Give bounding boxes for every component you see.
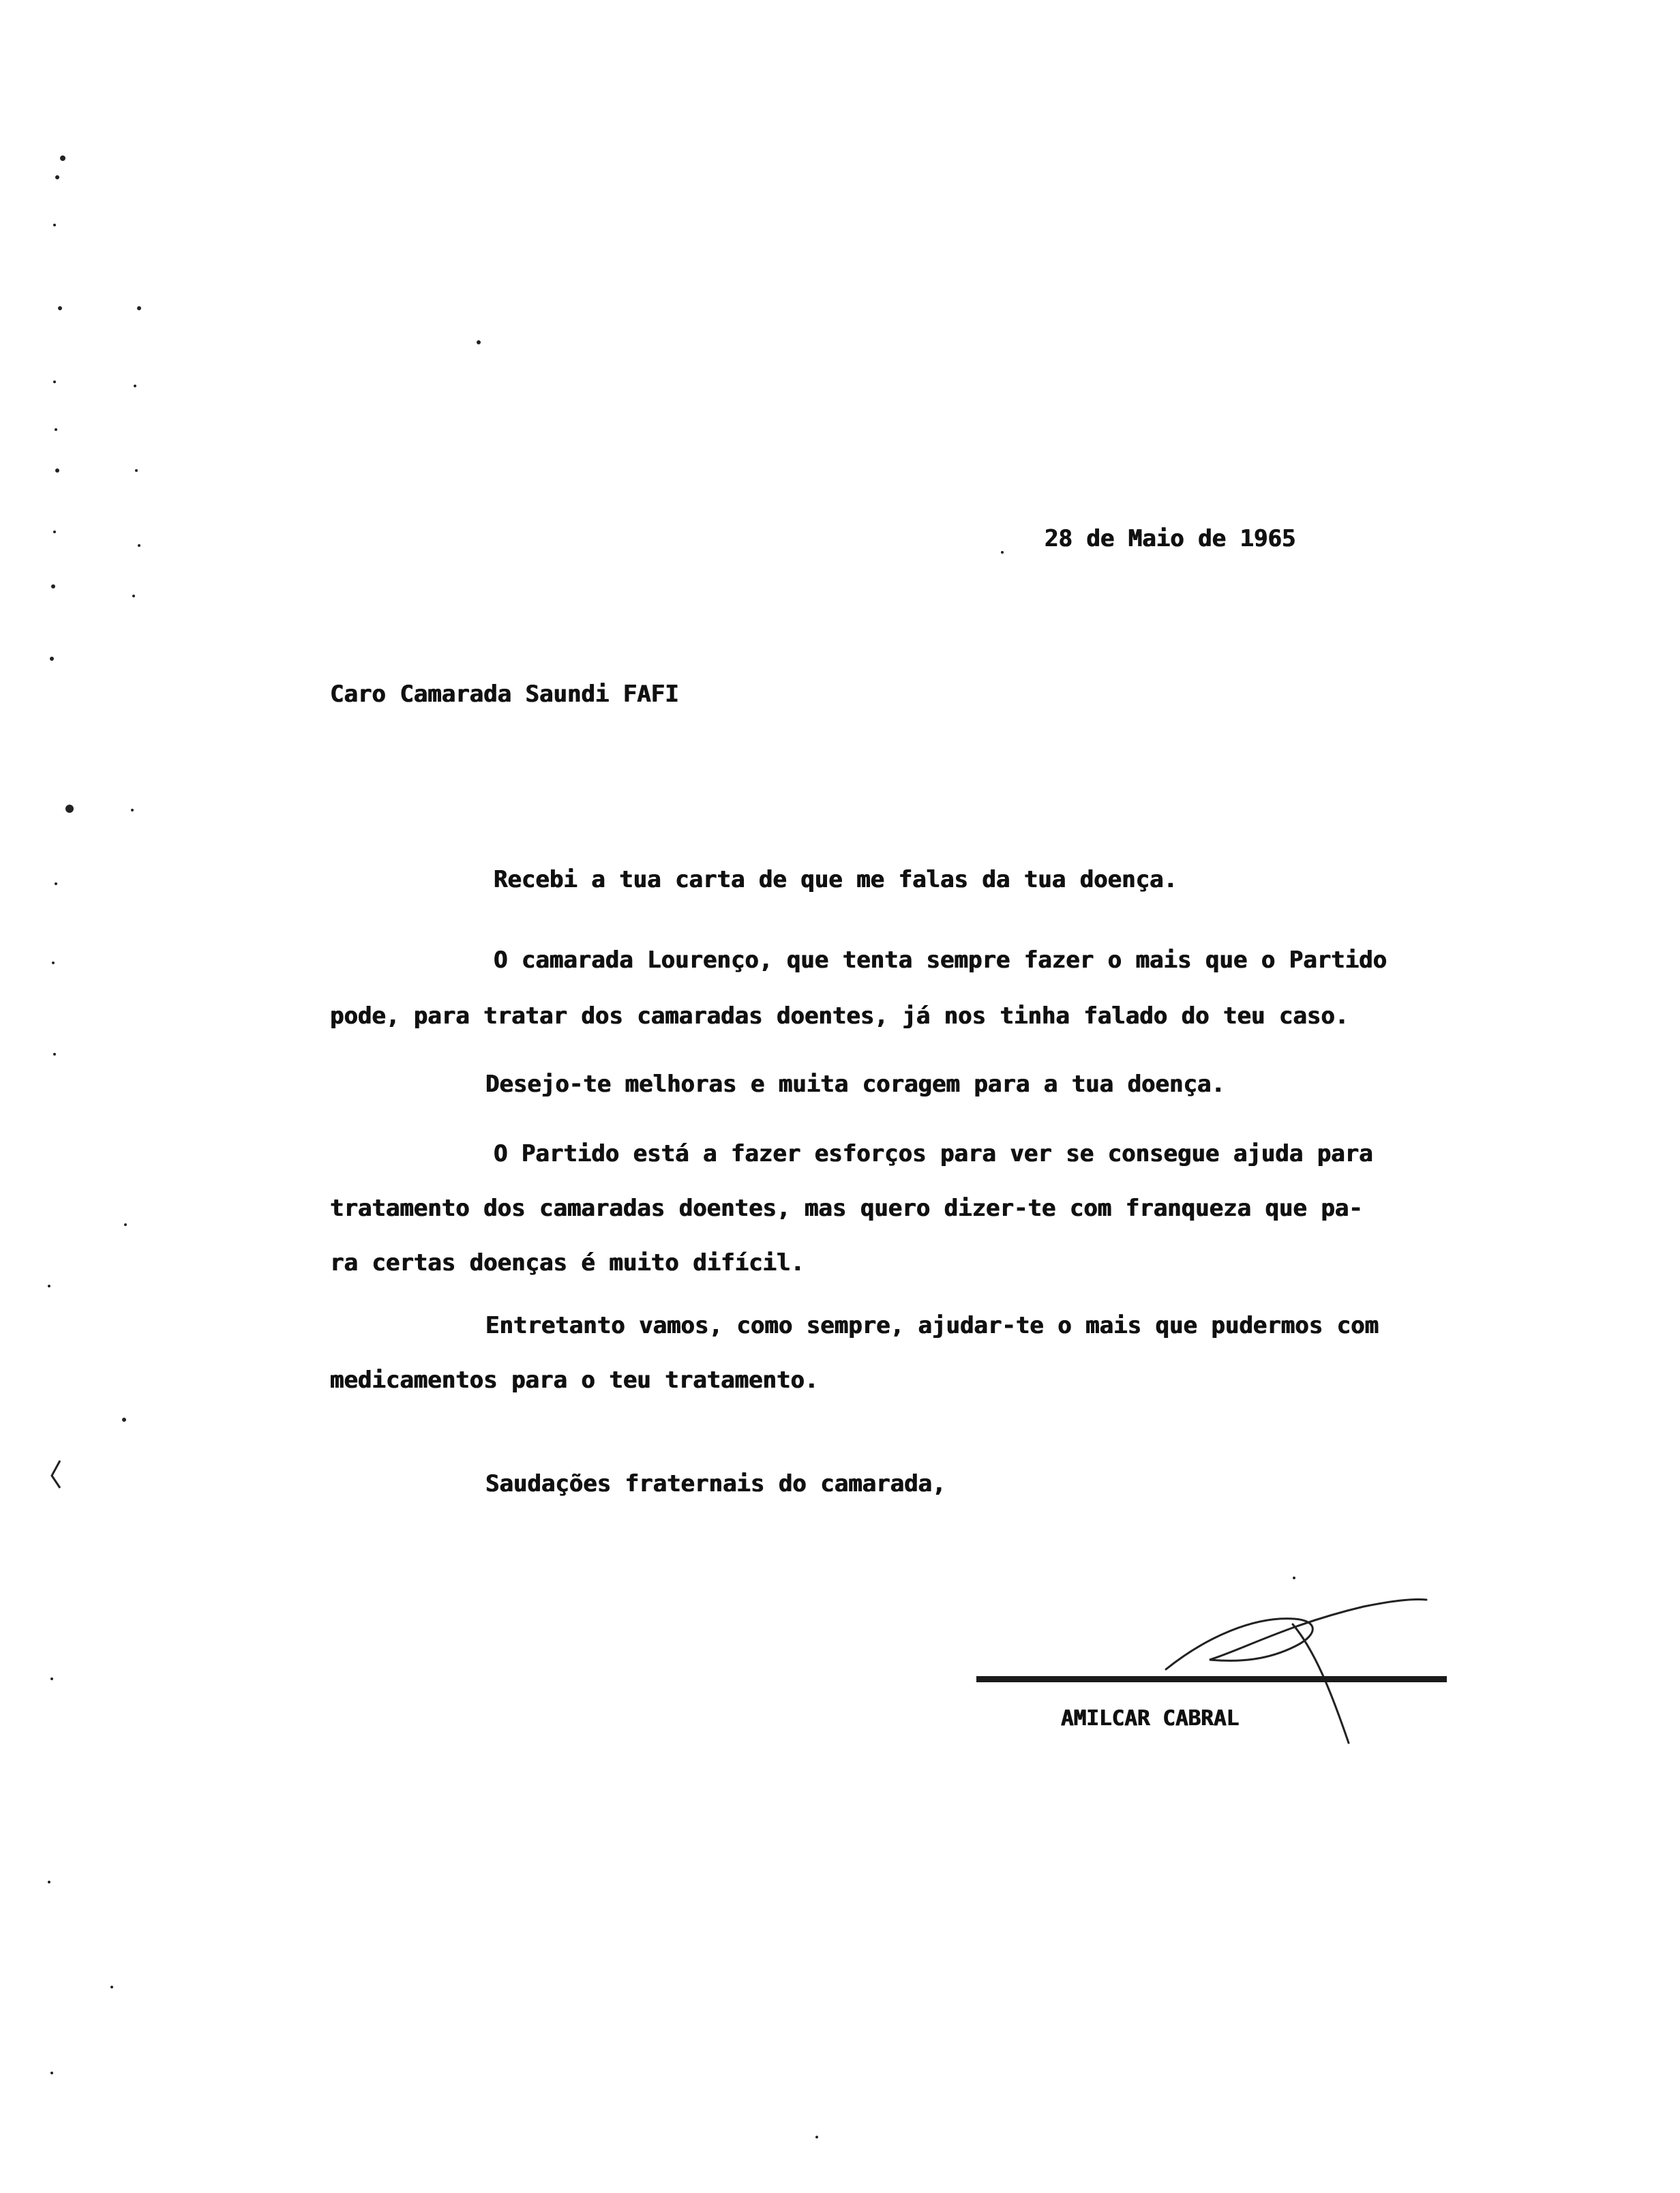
signatory-name: AMILCAR CABRAL	[1061, 1706, 1240, 1731]
paragraph-3: Desejo-te melhoras e muita coragem para a tua doença.	[485, 1071, 1225, 1098]
paragraph-5-line-1: Entretanto vamos, como sempre, ajudar-te o mais que pudermos com	[485, 1312, 1379, 1339]
paragraph-5-line-2: medicamentos para o teu tratamento.	[330, 1367, 819, 1394]
closing: Saudações fraternais do camarada,	[485, 1470, 946, 1497]
paragraph-4-line-1: O Partido está a fazer esforços para ver se consegue ajuda para	[494, 1140, 1373, 1167]
letter-date: 28 de Maio de 1965	[1045, 525, 1296, 552]
paragraph-2-line-2: pode, para tratar dos camaradas doentes, já nos tinha falado do teu caso.	[330, 1002, 1349, 1030]
paragraph-4-line-2: tratamento dos camaradas doentes, mas quero dizer-te com franqueza que pa-	[330, 1195, 1363, 1222]
paragraph-4-line-3: ra certas doenças é muito difícil.	[330, 1249, 805, 1277]
salutation: Caro Camarada Saundi FAFI	[330, 681, 679, 708]
paragraph-1: Recebi a tua carta de que me falas da tua doença.	[494, 866, 1178, 893]
signature-line	[976, 1676, 1447, 1682]
paragraph-2-line-1: O camarada Lourenço, que tenta sempre fazer o mais que o Partido	[494, 946, 1388, 974]
